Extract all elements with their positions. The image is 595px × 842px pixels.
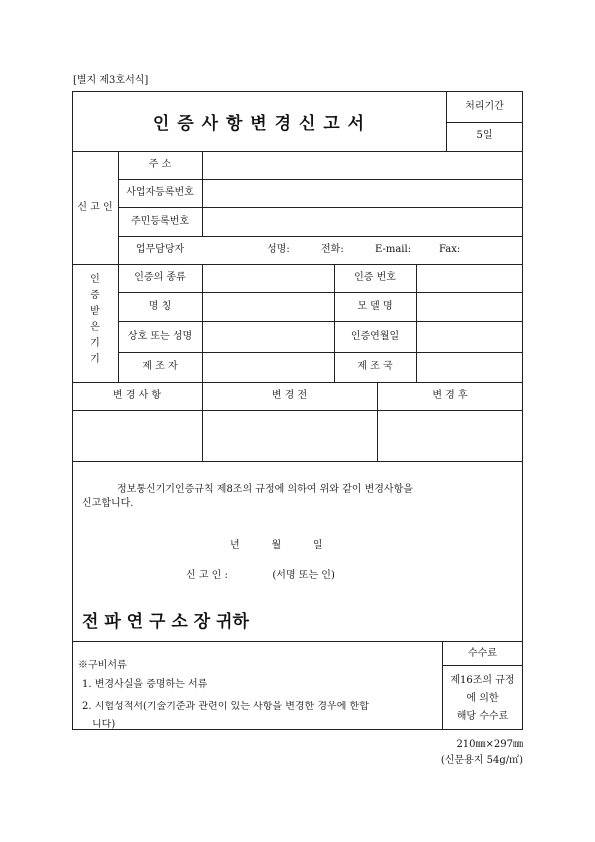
processing-period-label: 처리기간: [465, 101, 504, 112]
staff-in-charge-label: 업무담당자: [135, 244, 185, 255]
manufacturing-country-label: 제 조 국: [357, 361, 393, 372]
paper-size: 210㎜×297㎜: [456, 739, 523, 750]
address-label: 주 소: [148, 159, 172, 170]
signer-line: 신 고 인 : (서명 또는 인): [186, 570, 335, 581]
before-change-header: 변 경 전: [271, 390, 308, 401]
device-name-label: 명 칭: [148, 301, 172, 312]
required-document-2: 2. 시험성적서(기술기준과 관련이 있는 사항을 변경한 경우에 한합: [82, 701, 369, 712]
change-items-header: 변 경 사 항: [112, 390, 162, 401]
manufacturer-label: 제 조 자: [142, 361, 178, 372]
cert-number-label: 인증 번호: [354, 272, 396, 283]
form-number: [별지 제3호서식]: [73, 75, 149, 86]
fee-line-2: 에 의한: [466, 693, 499, 704]
business-reg-number-label: 사업자등록번호: [126, 187, 194, 198]
contact-email-label: E-mail:: [375, 244, 412, 255]
resident-reg-number-label: 주민등록번호: [131, 216, 189, 227]
fee-line-3: 해당 수수료: [456, 711, 509, 722]
cert-type-label: 인증의 종류: [134, 272, 186, 283]
contact-name-label: 성명:: [267, 244, 290, 255]
addressee: 전 파 연 구 소 장 귀하: [82, 612, 249, 632]
contact-fax-label: Fax:: [439, 244, 461, 255]
paper-stock: (신문용지 54g/㎡): [440, 755, 523, 766]
fee-line-1: 제16조의 규정: [450, 675, 515, 686]
required-document-2-cont: 니다): [92, 719, 116, 729]
after-change-header: 변 경 후: [432, 390, 468, 401]
company-name-label: 상호 또는 성명: [127, 331, 193, 342]
declaration-line-2: 신고합니다.: [82, 498, 134, 509]
model-name-label: 모 델 명: [357, 301, 393, 312]
frame-top: [72, 91, 523, 92]
processing-period-value: 5일: [476, 130, 493, 141]
cert-date-label: 인증연월일: [350, 331, 400, 342]
declaration-date: 년 월 일: [230, 540, 323, 551]
certified-device-section-label: 인 증 받 은 기 기: [90, 274, 100, 365]
page-title: 인 증 사 항 변 경 신 고 서: [152, 114, 366, 134]
declaration-line-1: 정보통신기기인증규칙 제8조의 규정에 의하여 위와 같이 변경사항을: [117, 484, 413, 495]
frame-bottom: [72, 729, 523, 730]
contact-phone-label: 전화:: [321, 244, 344, 255]
required-document-1: 1. 변경사실을 증명하는 서류: [82, 679, 208, 690]
fee-label: 수수료: [468, 648, 497, 659]
required-documents-header: ※구비서류: [78, 660, 127, 671]
reporter-section-label: 신 고 인: [77, 202, 113, 213]
